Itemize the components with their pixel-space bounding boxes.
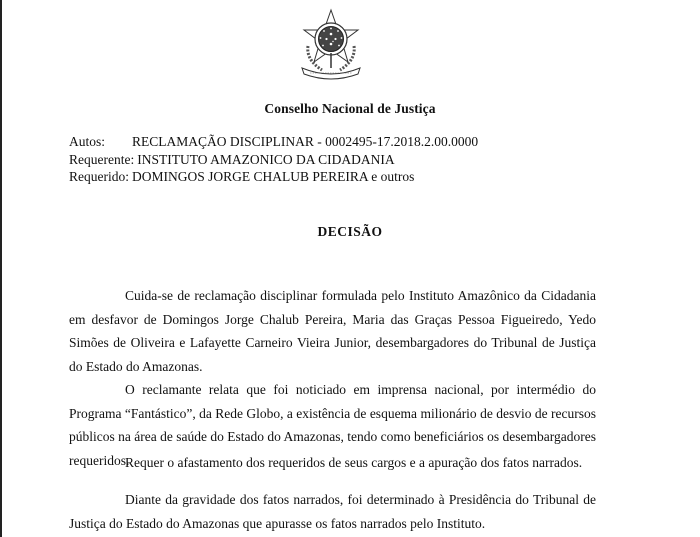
autos-label: Autos: bbox=[69, 134, 106, 149]
organization-title: Conselho Nacional de Justiça bbox=[264, 101, 436, 116]
decision-paragraph: O reclamante relata que foi noticiado em imprensa nacional, por intermédio do Programa “Fantástico”, da Rede Globo, a existência de esquema milionário de desvio de recursos públicos na área de saúde do Estado do Amazonas, tendo como beneficiários os desembargadores requeridos. bbox=[69, 382, 596, 468]
requerido-label: Requerido: bbox=[69, 169, 129, 184]
case-autos-row bbox=[69, 133, 478, 151]
requerido-value: DOMINGOS JORGE CHALUB PEREIRA e outros bbox=[132, 169, 415, 184]
requerente-label: Requerente: bbox=[69, 151, 135, 167]
decision-paragraph: Cuida-se de reclamação disciplinar formulada pelo Instituto Amazônico da Cidadania em desfavor de Domingos Jorge Chalub Pereira, Maria das Graças Pessoa Figueiredo, Yedo Simões de Oliveira e Lafayette Carneiro Vieira Junior, desembargadores do Tribunal de Justiça do Estado do Amazonas. bbox=[69, 288, 596, 374]
decision-paragraph: Diante da gravidade dos fatos narrados, foi determinado à Presidência do Tribunal de Justiça do Estado do Amazonas que apurasse os fatos narrados pelo Instituto. bbox=[69, 492, 596, 531]
case-requerente-row bbox=[69, 151, 478, 169]
case-requerido-row bbox=[69, 168, 478, 186]
case-info-block bbox=[69, 133, 478, 186]
page-left-border bbox=[0, 0, 2, 537]
decision-paragraph: Requer o afastamento dos requeridos de seus cargos e a apuração dos fatos narrados. bbox=[125, 455, 583, 470]
decision-title: DECISÃO bbox=[317, 224, 383, 239]
autos-value: RECLAMAÇÃO DISCIPLINAR - 0002495-17.2018.2.00.0000 bbox=[132, 134, 479, 149]
brazil-coat-of-arms-icon bbox=[294, 8, 368, 82]
requerente-value: INSTITUTO AMAZONICO DA CIDADANIA bbox=[137, 151, 395, 167]
